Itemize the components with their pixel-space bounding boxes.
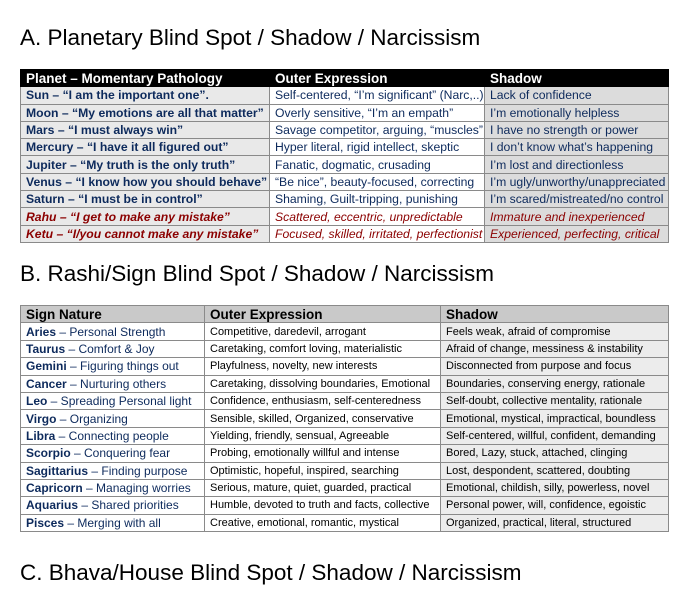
outer-expression-cell: Savage competitor, arguing, “muscles” <box>270 121 485 138</box>
outer-expression-cell: Yielding, friendly, sensual, Agreeable <box>205 427 441 444</box>
shadow-cell: Experienced, perfecting, critical <box>485 225 669 242</box>
planet-cell: Mercury – “I have it all figured out” <box>21 139 270 156</box>
table-row <box>21 191 669 208</box>
sign-nature: – Organizing <box>56 411 128 426</box>
shadow-cell: Immature and inexperienced <box>485 208 669 225</box>
table-row <box>21 497 669 514</box>
planet-cell: Venus – “I know how you should behave” <box>21 173 270 190</box>
shadow-cell: Organized, practical, literal, structured <box>441 514 669 531</box>
outer-expression-cell: Focused, skilled, irritated, perfectionist <box>270 225 485 242</box>
table-row <box>21 208 669 225</box>
outer-expression-cell: Caretaking, comfort loving, materialistic <box>205 340 441 357</box>
table-row <box>21 462 669 479</box>
table-row <box>21 173 669 190</box>
sign-cell <box>21 514 205 531</box>
table-row <box>21 514 669 531</box>
table-row <box>21 445 669 462</box>
table-row <box>21 479 669 496</box>
outer-expression-cell: Creative, emotional, romantic, mystical <box>205 514 441 531</box>
outer-expression-cell: Humble, devoted to truth and facts, collective <box>205 497 441 514</box>
sign-nature: – Connecting people <box>55 428 169 443</box>
shadow-cell: I’m ugly/unworthy/unappreciated <box>485 173 669 190</box>
planet-cell: Sun – “I am the important one”. <box>21 87 270 104</box>
planet-cell: Mars – “I must always win” <box>21 121 270 138</box>
shadow-cell: Boundaries, conserving energy, rationale <box>441 375 669 392</box>
sign-name: Aries <box>26 324 57 339</box>
shadow-cell: Self-doubt, collective mentality, rationale <box>441 392 669 409</box>
sign-nature: – Finding purpose <box>88 463 188 478</box>
shadow-cell: Bored, Lazy, stuck, attached, clinging <box>441 445 669 462</box>
table-row <box>21 323 669 340</box>
outer-expression-cell: Shaming, Guilt-tripping, punishing <box>270 191 485 208</box>
sign-name: Virgo <box>26 411 57 426</box>
column-header-shadow: Shadow <box>441 306 669 323</box>
outer-expression-cell: Probing, emotionally willful and intense <box>205 445 441 462</box>
sign-name: Taurus <box>26 341 66 356</box>
outer-expression-cell: Self-centered, “I’m significant” (Narc,..) <box>270 87 485 104</box>
sign-nature: – Figuring things out <box>66 359 179 374</box>
outer-expression-cell: Sensible, skilled, Organized, conservative <box>205 410 441 427</box>
sign-nature: – Spreading Personal light <box>47 394 192 409</box>
table-row <box>21 375 669 392</box>
sign-cell <box>21 375 205 392</box>
sign-name: Libra <box>26 428 56 443</box>
sign-nature: – Merging with all <box>64 515 161 530</box>
table-row <box>21 410 669 427</box>
table-row <box>21 121 669 138</box>
table-header-row <box>21 306 669 323</box>
outer-expression-cell: Caretaking, dissolving boundaries, Emotional <box>205 375 441 392</box>
sign-name: Sagittarius <box>26 463 89 478</box>
section-a-heading: A. Planetary Blind Spot / Shadow / Narcissism <box>20 25 481 50</box>
sign-name: Pisces <box>26 515 65 530</box>
column-header-planet: Planet – Momentary Pathology <box>21 70 270 87</box>
shadow-cell: I’m lost and directionless <box>485 156 669 173</box>
sign-name: Capricorn <box>26 481 83 496</box>
section-c-heading: C. Bhava/House Blind Spot / Shadow / Narcissism <box>20 560 522 585</box>
table-row <box>21 104 669 121</box>
table-row <box>21 225 669 242</box>
shadow-cell: Afraid of change, messiness & instability <box>441 340 669 357</box>
sign-nature: – Conquering fear <box>70 446 171 461</box>
shadow-cell: Emotional, childish, silly, powerless, novel <box>441 479 669 496</box>
sign-table <box>20 305 669 532</box>
sign-name: Cancer <box>26 376 67 391</box>
table-row <box>21 139 669 156</box>
sign-name: Scorpio <box>26 446 71 461</box>
shadow-cell: Personal power, will, confidence, egoistic <box>441 497 669 514</box>
section-b-heading: B. Rashi/Sign Blind Spot / Shadow / Narcissism <box>20 261 494 286</box>
sign-nature: – Personal Strength <box>56 324 166 339</box>
shadow-cell: I’m emotionally helpless <box>485 104 669 121</box>
sign-name: Leo <box>26 394 48 409</box>
table-row <box>21 340 669 357</box>
table-header-row <box>21 70 669 87</box>
shadow-cell: Lack of confidence <box>485 87 669 104</box>
shadow-cell: Emotional, mystical, impractical, boundless <box>441 410 669 427</box>
sign-cell <box>21 427 205 444</box>
planet-cell: Ketu – “I/you cannot make any mistake” <box>21 225 270 242</box>
column-header-sign-nature: Sign Nature <box>21 306 205 323</box>
sign-name: Gemini <box>26 359 67 374</box>
table-row <box>21 427 669 444</box>
sign-nature: – Nurturing others <box>66 376 167 391</box>
sign-nature: – Comfort & Joy <box>65 341 155 356</box>
planetary-table <box>20 69 669 243</box>
outer-expression-cell: Competitive, daredevil, arrogant <box>205 323 441 340</box>
planet-cell: Moon – “My emotions are all that matter” <box>21 104 270 121</box>
table-row <box>21 87 669 104</box>
column-header-shadow: Shadow <box>485 70 669 87</box>
outer-expression-cell: “Be nice”, beauty-focused, correcting <box>270 173 485 190</box>
sign-name: Aquarius <box>26 498 79 513</box>
sign-cell <box>21 479 205 496</box>
sign-cell <box>21 323 205 340</box>
sign-cell <box>21 340 205 357</box>
planet-cell: Rahu – “I get to make any mistake” <box>21 208 270 225</box>
shadow-cell: I don’t know what’s happening <box>485 139 669 156</box>
sign-cell <box>21 445 205 462</box>
shadow-cell: Feels weak, afraid of compromise <box>441 323 669 340</box>
sign-cell <box>21 358 205 375</box>
outer-expression-cell: Optimistic, hopeful, inspired, searching <box>205 462 441 479</box>
table-row <box>21 358 669 375</box>
sign-cell <box>21 497 205 514</box>
sign-nature: – Managing worries <box>82 481 191 496</box>
shadow-cell: I’m scared/mistreated/no control <box>485 191 669 208</box>
outer-expression-cell: Playfulness, novelty, new interests <box>205 358 441 375</box>
column-header-outer-expression: Outer Expression <box>205 306 441 323</box>
shadow-cell: Disconnected from purpose and focus <box>441 358 669 375</box>
sign-cell <box>21 392 205 409</box>
sign-nature: – Shared priorities <box>78 498 179 513</box>
table-row <box>21 156 669 173</box>
shadow-cell: Self-centered, willful, confident, demanding <box>441 427 669 444</box>
outer-expression-cell: Fanatic, dogmatic, crusading <box>270 156 485 173</box>
outer-expression-cell: Scattered, eccentric, unpredictable <box>270 208 485 225</box>
outer-expression-cell: Overly sensitive, “I’m an empath” <box>270 104 485 121</box>
outer-expression-cell: Serious, mature, quiet, guarded, practical <box>205 479 441 496</box>
outer-expression-cell: Confidence, enthusiasm, self-centeredness <box>205 392 441 409</box>
table-row <box>21 392 669 409</box>
planet-cell: Saturn – “I must be in control” <box>21 191 270 208</box>
column-header-outer-expression: Outer Expression <box>270 70 485 87</box>
planet-cell: Jupiter – “My truth is the only truth” <box>21 156 270 173</box>
shadow-cell: Lost, despondent, scattered, doubting <box>441 462 669 479</box>
outer-expression-cell: Hyper literal, rigid intellect, skeptic <box>270 139 485 156</box>
sign-cell <box>21 410 205 427</box>
shadow-cell: I have no strength or power <box>485 121 669 138</box>
sign-cell <box>21 462 205 479</box>
